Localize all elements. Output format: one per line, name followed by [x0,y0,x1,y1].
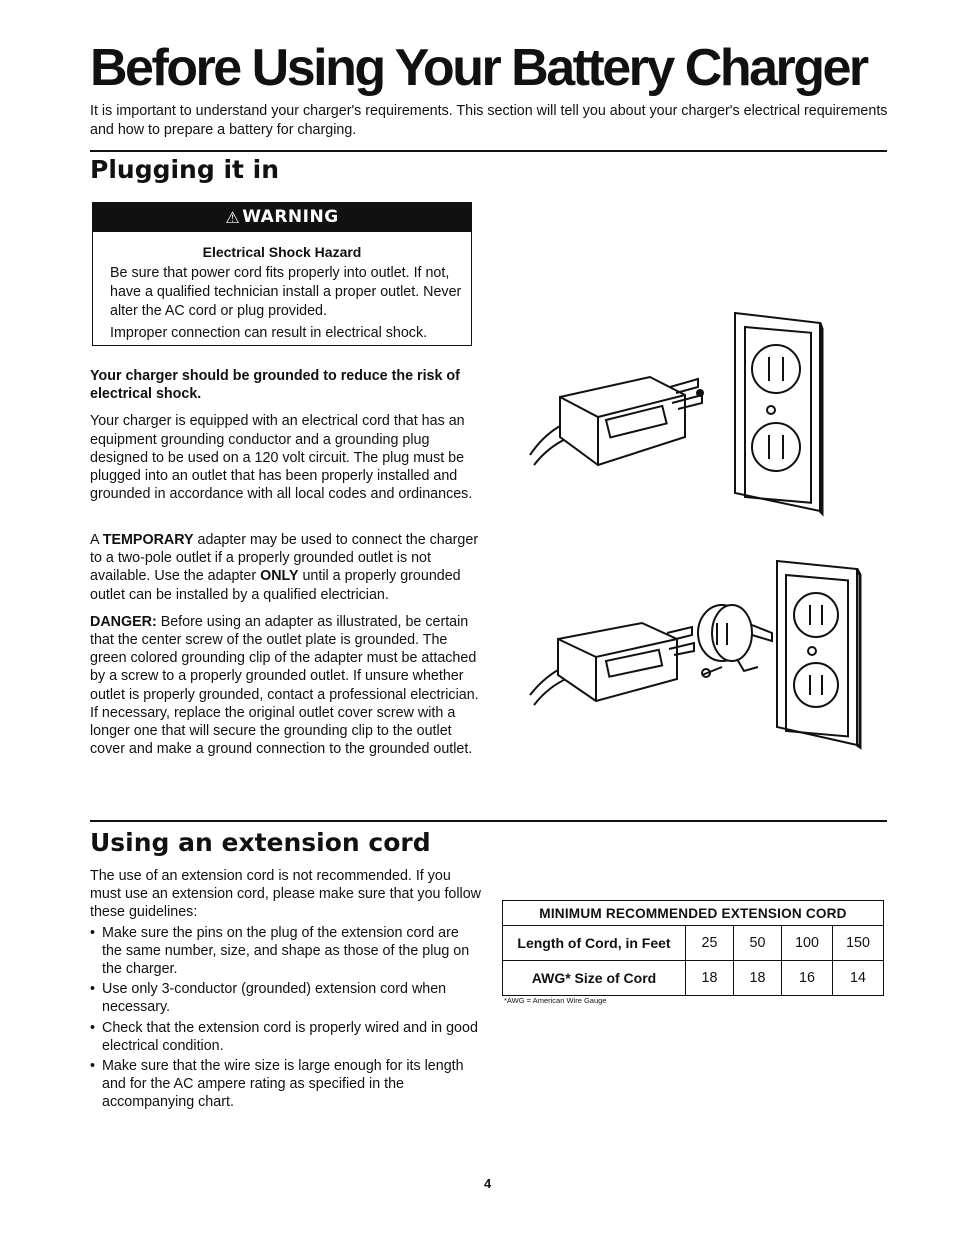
warning-line-2: Improper connection can result in electrical shock. [110,325,428,341]
page-number: 4 [484,1176,492,1191]
row-label-length: Length of Cord, in Feet [503,926,686,961]
warning-line-1: Be sure that power cord fits properly into outlet. If not, have a qualified technician install a proper outlet. Never alter the AC cord or plug provided. [110,265,462,319]
warning-text [110,264,465,343]
section-divider-2 [90,820,887,822]
table-row [503,901,884,926]
table-cell: 14 [833,961,884,996]
extension-guidelines [90,924,482,1112]
page-title: Before Using Your Battery Charger [90,39,867,97]
danger-paragraph [90,613,482,759]
danger-text: Before using an adapter as illustrated, be certain that the center screw of the outlet plate is grounded. The green colored grounding clip of the adapter must be attached by a screw to a properly grounded outlet. If unsure whether outlet is properly grounded, contact a professional electrician. If necessary, replace the original outlet cover screw with a longer one that will secure the grounding clip to the outlet cover and make a ground connection to the grounded outlet. [90,613,479,758]
row-label-awg: AWG* Size of Cord [503,961,686,996]
guideline-item: • Make sure that the wire size is large enough for its length and for the AC ampere rating as specified in the accompanying chart. [90,1057,482,1112]
warning-banner [93,202,471,232]
extension-intro: The use of an extension cord is not recommended. If you must use an extension cord, please make sure that you follow these guidelines: [90,868,481,921]
danger-label: DANGER: [90,613,157,630]
adapter-only: ONLY [260,568,299,585]
warning-subtitle: Electrical Shock Hazard [202,244,362,260]
adapter-mid: adapter may be used to connect the charger to a two-pole outlet if a properly grounded outlet is not available. Use the adapter [90,532,479,585]
intro-paragraph: It is important to understand your charger's requirements. This section will tell you about your charger's electrical requirements and how to prepare a battery for charging. [90,103,888,138]
table-cell: 18 [686,961,734,996]
guideline-item: • Make sure the pins on the plug of the extension cord are the same number, size, and shape as those of the plug on the charger. [90,924,482,979]
adapter-a: A [90,532,103,548]
adapter-plug-illustration [522,555,867,755]
plugging-heading: Plugging it in [90,155,280,184]
table-row [503,961,884,996]
table-cell: 16 [782,961,833,996]
extension-cord-table [502,900,884,996]
warning-box [92,202,472,346]
table-row [503,926,884,961]
table-cell: 150 [833,926,884,961]
cord-paragraph: Your charger is equipped with an electrical cord that has an equipment grounding conductor and a grounding plug designed to be used on a 120 volt circuit. The plug must be plugged into an outlet that has been properly installed and grounded in accordance with all local codes and ordinances. [90,413,473,503]
grounding-text [90,367,482,503]
grounded-plug-illustration [520,305,830,520]
extension-cord-table-wrap [502,900,884,996]
guideline-item: • Check that the extension cord is properly wired and in good electrical condition. [90,1019,482,1055]
adapter-paragraph [90,531,482,604]
table-cell: 50 [734,926,782,961]
section-divider [90,150,887,152]
extension-text [90,867,482,1114]
adapter-end: until a properly grounded outlet can be installed by a qualified electrician. [90,568,461,603]
extension-heading: Using an extension cord [90,828,431,857]
adapter-temporary: TEMPORARY [102,532,194,548]
table-footnote: *AWG = American Wire Gauge [504,996,607,1005]
grounded-bold-paragraph: Your charger should be grounded to reduce the risk of electrical shock. [90,368,460,403]
warning-label: WARNING [242,207,339,227]
table-cell: 18 [734,961,782,996]
adapter-text [90,531,482,758]
warning-triangle-icon: ⚠ [225,207,241,227]
table-cell: 25 [686,926,734,961]
table-title: MINIMUM RECOMMENDED EXTENSION CORD [503,901,884,926]
guideline-item: • Use only 3-conductor (grounded) extension cord when necessary. [90,980,482,1016]
table-cell: 100 [782,926,833,961]
